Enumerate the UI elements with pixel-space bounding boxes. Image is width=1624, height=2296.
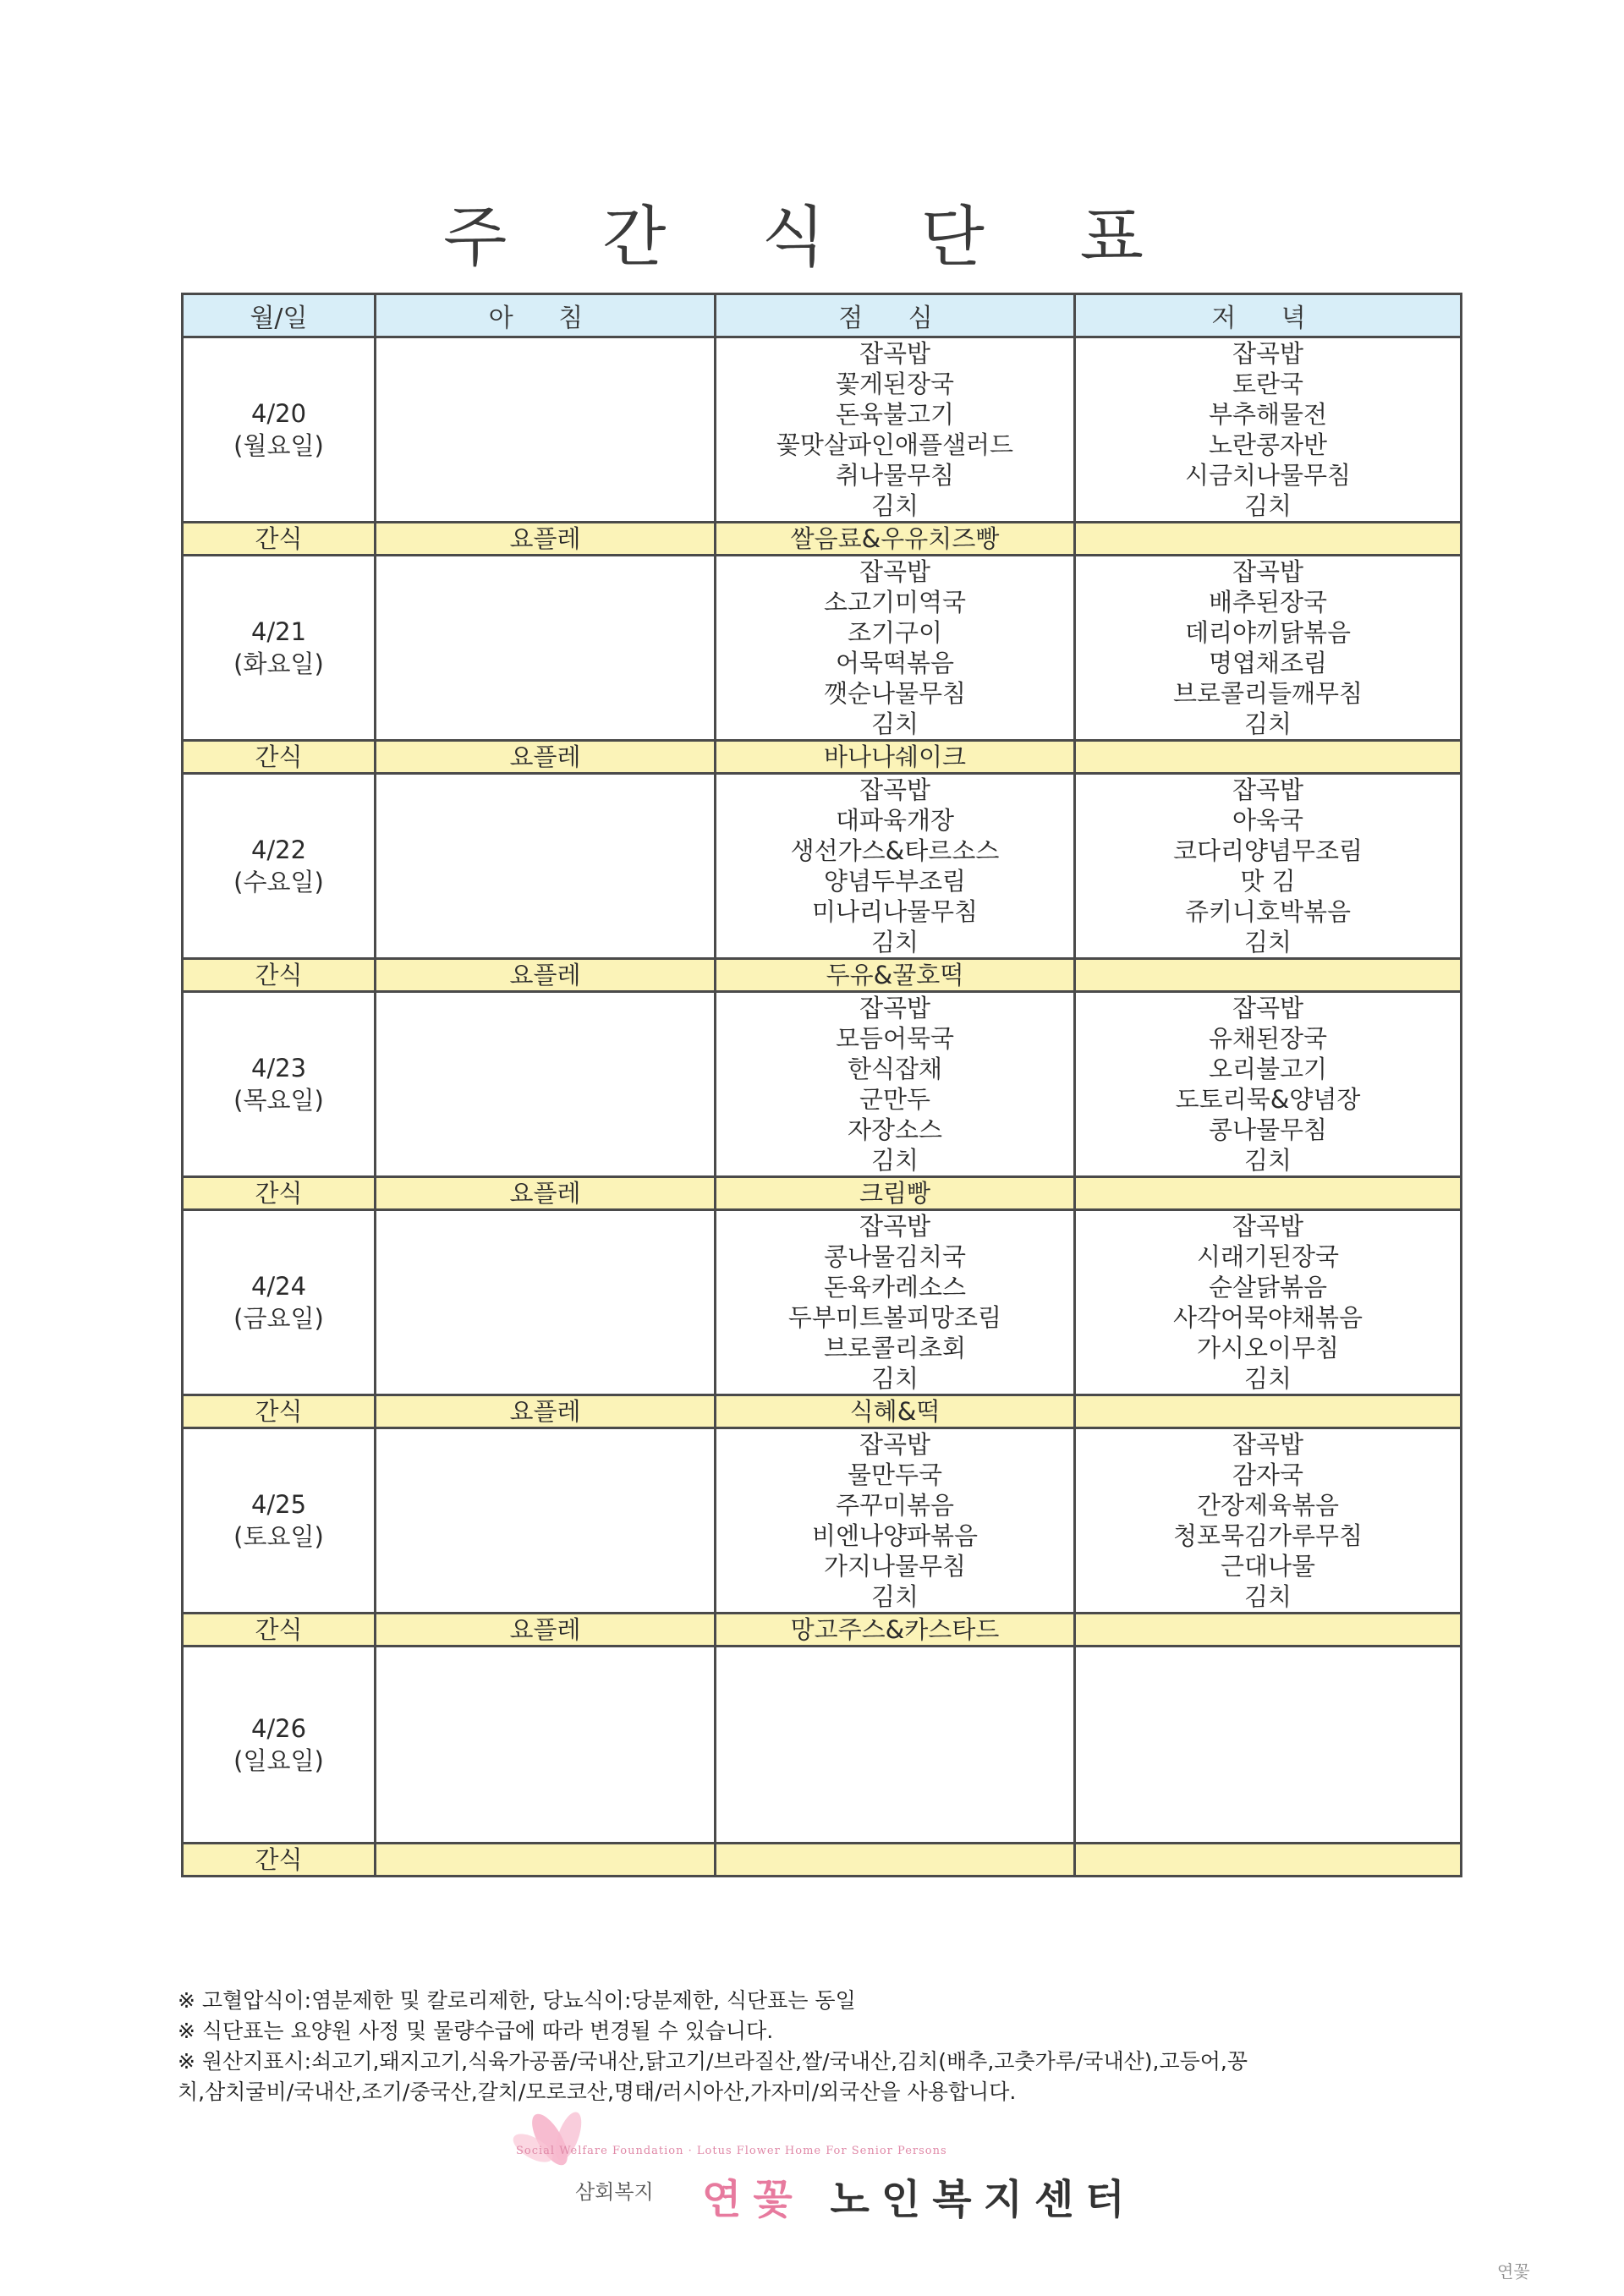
dish-item: 김치 <box>870 1364 919 1393</box>
date-text: 4/23 <box>250 1054 307 1082</box>
snack-row <box>183 1614 1462 1647</box>
snack-dinner <box>1075 1177 1462 1210</box>
breakfast-cell <box>376 1428 716 1614</box>
date-text: 4/24 <box>250 1272 307 1301</box>
dish-item: 토란국 <box>1232 370 1304 398</box>
dish-item: 잡곡밥 <box>859 1212 931 1241</box>
dish-item: 순살닭볶음 <box>1208 1273 1328 1301</box>
dish-item: 잡곡밥 <box>1232 1430 1304 1459</box>
dish-item: 부추해물전 <box>1208 400 1328 429</box>
dish-item: 코다리양념무조림 <box>1172 836 1363 865</box>
dish-item: 오리불고기 <box>1208 1055 1328 1083</box>
dish-item: 김치 <box>1243 1582 1292 1611</box>
meal-row <box>183 556 1462 741</box>
corner-logo: 연꽃 <box>1497 2261 1530 2282</box>
date-text: 4/26 <box>250 1714 307 1743</box>
dish-item: 브로콜리들깨무침 <box>1172 679 1363 708</box>
date-cell <box>183 556 376 741</box>
dish-item: 소고기미역국 <box>823 588 967 616</box>
snack-breakfast: 요플레 <box>376 1614 716 1647</box>
snack-dinner <box>1075 523 1462 556</box>
snack-row <box>183 1177 1462 1210</box>
dish-item: 김치 <box>1243 491 1292 520</box>
note-line: ※ 고혈압식이:염분제한 및 칼로리제한, 당뇨식이:당분제한, 식단표는 동일 <box>178 1988 856 2013</box>
date-cell <box>183 1210 376 1395</box>
dinner-cell <box>1075 1647 1462 1844</box>
snack-row <box>183 959 1462 992</box>
weekday-text: (화요일) <box>233 649 324 678</box>
dinner-cell <box>1075 556 1462 741</box>
dish-item: 노란콩자반 <box>1208 430 1328 459</box>
snack-dinner <box>1075 959 1462 992</box>
dish-item: 꽃게된장국 <box>835 370 955 398</box>
dish-item: 깻순나물무침 <box>823 679 967 708</box>
snack-label: 간식 <box>183 741 376 774</box>
header-dinner: 저 녁 <box>1075 294 1462 337</box>
dish-item: 맛 김 <box>1240 867 1296 896</box>
dish-item: 유채된장국 <box>1208 1024 1328 1053</box>
dish-item: 잡곡밥 <box>859 994 931 1022</box>
dish-item: 가시오이무침 <box>1196 1334 1340 1362</box>
dish-item: 시금치나물무침 <box>1184 461 1352 490</box>
footer-logo <box>508 2106 1218 2223</box>
dish-item: 김치 <box>1243 1364 1292 1393</box>
weekday-text: (일요일) <box>233 1746 324 1775</box>
dish-item: 콩나물무침 <box>1208 1115 1328 1144</box>
snack-lunch: 식혜&떡 <box>716 1395 1075 1428</box>
snack-label: 간식 <box>183 1614 376 1647</box>
dish-item: 모듬어묵국 <box>835 1024 955 1053</box>
header-date: 월/일 <box>183 294 376 337</box>
snack-breakfast: 요플레 <box>376 959 716 992</box>
weekday-text: (목요일) <box>233 1086 324 1115</box>
lunch-cell <box>716 992 1075 1177</box>
weekday-text: (월요일) <box>233 431 324 460</box>
dish-item: 자장소스 <box>847 1115 943 1144</box>
lunch-cell <box>716 337 1075 523</box>
dish-item: 잡곡밥 <box>1232 557 1304 586</box>
dish-item: 김치 <box>1243 928 1292 956</box>
dish-item: 물만두국 <box>847 1460 943 1489</box>
note-line: ※ 식단표는 요양원 사정 및 물량수급에 따라 변경될 수 있습니다. <box>178 2019 774 2043</box>
date-text: 4/22 <box>250 836 307 864</box>
dish-item: 잡곡밥 <box>1232 1212 1304 1241</box>
lunch-cell <box>716 1647 1075 1844</box>
breakfast-cell <box>376 337 716 523</box>
dish-item: 비엔나양파볶음 <box>811 1521 979 1550</box>
meal-row <box>183 992 1462 1177</box>
dish-item: 김치 <box>1243 1146 1292 1175</box>
dish-item: 쥬키니호박볶음 <box>1184 897 1352 926</box>
dish-item: 돈육카레소스 <box>823 1273 967 1301</box>
snack-lunch: 쌀음료&우유치즈빵 <box>716 523 1075 556</box>
note-line: 치,삼치굴비/국내산,조기/중국산,갈치/모로코산,명태/러시아산,가자미/외국산을 사용합니다. <box>178 2080 1017 2104</box>
dinner-cell <box>1075 1210 1462 1395</box>
dish-item: 김치 <box>870 710 919 738</box>
dish-item: 시래기된장국 <box>1196 1242 1340 1271</box>
table-header-row <box>183 294 1462 337</box>
dinner-cell <box>1075 992 1462 1177</box>
footer-center-name: 연꽃 노인복지센터 <box>702 2176 1137 2223</box>
dish-item: 어묵떡볶음 <box>835 649 955 677</box>
dish-item: 김치 <box>870 1146 919 1175</box>
lunch-cell <box>716 1210 1075 1395</box>
dish-item: 도토리묵&양념장 <box>1175 1085 1361 1114</box>
breakfast-cell <box>376 1647 716 1844</box>
dish-item: 간장제육볶음 <box>1196 1491 1340 1520</box>
header-lunch: 점 심 <box>716 294 1075 337</box>
breakfast-cell <box>376 1210 716 1395</box>
dish-item: 잡곡밥 <box>859 1430 931 1459</box>
snack-breakfast: 요플레 <box>376 1177 716 1210</box>
notes <box>178 1986 1463 2107</box>
note-line: ※ 원산지표시:쇠고기,돼지고기,식육가공품/국내산,닭고기/브라질산,쌀/국내산,김치(배추,고춧가루/국내산),고등어,꽁 <box>178 2049 1248 2074</box>
dish-item: 주꾸미볶음 <box>835 1491 955 1520</box>
dish-item: 아욱국 <box>1232 806 1304 835</box>
dish-item: 한식잡채 <box>847 1055 943 1083</box>
snack-label: 간식 <box>183 523 376 556</box>
lotus-petal-icon <box>508 2106 609 2173</box>
dish-item: 잡곡밥 <box>1232 994 1304 1022</box>
dish-item: 군만두 <box>859 1085 931 1114</box>
lunch-cell <box>716 556 1075 741</box>
dish-item: 미나리나물무침 <box>811 897 979 926</box>
snack-dinner <box>1075 1844 1462 1877</box>
snack-lunch: 크림빵 <box>716 1177 1075 1210</box>
breakfast-cell <box>376 992 716 1177</box>
snack-dinner <box>1075 1614 1462 1647</box>
snack-breakfast: 요플레 <box>376 1395 716 1428</box>
snack-label: 간식 <box>183 959 376 992</box>
dish-item: 생선가스&타르소스 <box>790 836 1000 865</box>
header-breakfast: 아 침 <box>376 294 716 337</box>
snack-lunch <box>716 1844 1075 1877</box>
date-text: 4/21 <box>250 617 307 646</box>
date-cell <box>183 774 376 959</box>
dish-item: 명엽채조림 <box>1208 649 1328 677</box>
dish-item: 배추된장국 <box>1208 588 1328 616</box>
dish-item: 돈육불고기 <box>835 400 955 429</box>
dish-item: 잡곡밥 <box>1232 775 1304 804</box>
date-cell <box>183 337 376 523</box>
dish-item: 취나물무침 <box>835 461 955 490</box>
snack-row <box>183 741 1462 774</box>
weekday-text: (수요일) <box>233 868 324 896</box>
snack-row <box>183 523 1462 556</box>
snack-lunch: 망고주스&카스타드 <box>716 1614 1075 1647</box>
meal-row <box>183 1647 1462 1844</box>
weekday-text: (토요일) <box>233 1522 324 1551</box>
dish-item: 잡곡밥 <box>859 339 931 368</box>
dish-item: 대파육개장 <box>835 806 955 835</box>
dinner-cell <box>1075 774 1462 959</box>
snack-lunch: 바나나쉐이크 <box>716 741 1075 774</box>
footer-subtitle: Social Welfare Foundation · Lotus Flower Home For Senior Persons <box>516 2145 947 2157</box>
dish-item: 데리야끼닭볶음 <box>1184 618 1352 647</box>
snack-breakfast: 요플레 <box>376 523 716 556</box>
lunch-cell <box>716 774 1075 959</box>
dish-item: 김치 <box>870 491 919 520</box>
dish-item: 꽃맛살파인애플샐러드 <box>776 430 1014 459</box>
lunch-cell <box>716 1428 1075 1614</box>
snack-row <box>183 1844 1462 1877</box>
snack-breakfast: 요플레 <box>376 741 716 774</box>
menu-body <box>183 337 1462 1877</box>
snack-label: 간식 <box>183 1844 376 1877</box>
date-text: 4/25 <box>250 1490 307 1519</box>
snack-breakfast <box>376 1844 716 1877</box>
snack-label: 간식 <box>183 1395 376 1428</box>
footer-foundation: 삼회복지 <box>575 2180 654 2204</box>
snack-lunch: 두유&꿀호떡 <box>716 959 1075 992</box>
dish-item: 가지나물무침 <box>823 1552 967 1581</box>
meal-row <box>183 1210 1462 1395</box>
breakfast-cell <box>376 774 716 959</box>
meal-row <box>183 1428 1462 1614</box>
date-cell <box>183 1647 376 1844</box>
dinner-cell <box>1075 337 1462 523</box>
dish-item: 조기구이 <box>847 618 943 647</box>
dinner-cell <box>1075 1428 1462 1614</box>
snack-dinner <box>1075 1395 1462 1428</box>
dish-item: 감자국 <box>1232 1460 1304 1489</box>
dish-item: 김치 <box>1243 710 1292 738</box>
dish-item: 청포묵김가루무침 <box>1172 1521 1363 1550</box>
dish-item: 김치 <box>870 928 919 956</box>
breakfast-cell <box>376 556 716 741</box>
snack-label: 간식 <box>183 1177 376 1210</box>
date-cell <box>183 1428 376 1614</box>
dish-item: 두부미트볼피망조림 <box>787 1303 1002 1332</box>
dish-item: 잡곡밥 <box>1232 339 1304 368</box>
dish-item: 잡곡밥 <box>859 775 931 804</box>
meal-row <box>183 337 1462 523</box>
weekly-menu-table <box>181 293 1462 1877</box>
page-title: 주 간 식 단 표 <box>443 200 1181 276</box>
snack-row <box>183 1395 1462 1428</box>
meal-row <box>183 774 1462 959</box>
snack-dinner <box>1075 741 1462 774</box>
dish-item: 사각어묵야채볶음 <box>1172 1303 1363 1332</box>
dish-item: 근대나물 <box>1220 1552 1316 1581</box>
date-text: 4/20 <box>250 399 307 428</box>
dish-item: 잡곡밥 <box>859 557 931 586</box>
date-cell <box>183 992 376 1177</box>
dish-item: 콩나물김치국 <box>823 1242 967 1271</box>
dish-item: 브로콜리초회 <box>823 1334 967 1362</box>
weekday-text: (금요일) <box>233 1304 324 1333</box>
dish-item: 김치 <box>870 1582 919 1611</box>
dish-item: 양념두부조림 <box>823 867 967 896</box>
